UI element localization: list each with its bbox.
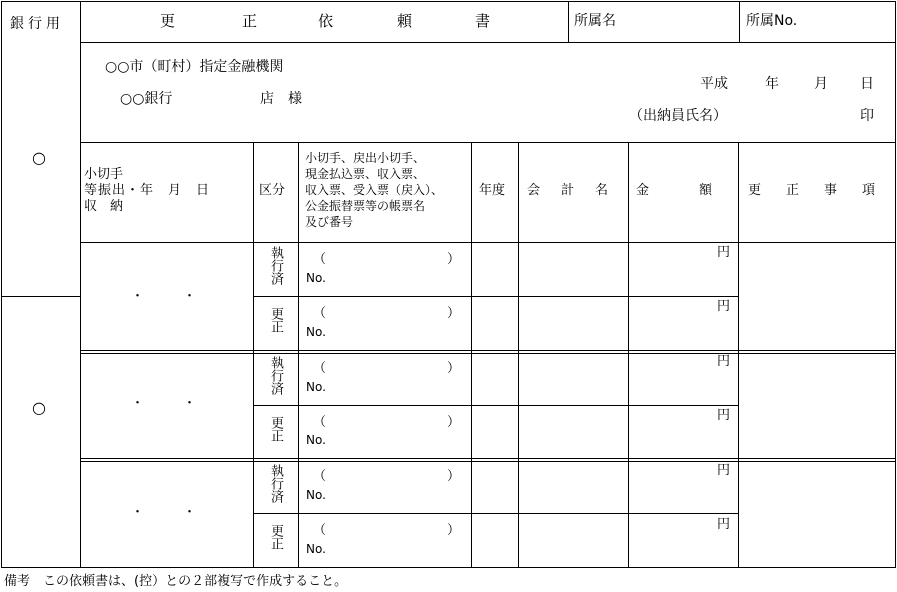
date-dots: ・ ・ [131,396,197,411]
corrected-label: 更正 [268,307,283,333]
side-circle-top: ○ [32,148,46,167]
correction-col-header: 更 正 事 項 [748,183,882,198]
date-col-line2: 等振出・年 月 日 [84,183,211,198]
officer-name-label: （出納員氏名） [629,108,727,124]
seal-mark: 印 [860,108,874,124]
date-col-line1: 小切手 [84,167,124,182]
corrected-label: 更正 [268,416,283,442]
yen-mark: 円 [717,408,731,423]
doc-number: No. [306,488,326,502]
side-circle-bottom: ○ [32,398,46,417]
month-label: 月 [814,76,828,92]
doc-number: No. [306,380,326,394]
paren-open: （ [313,523,327,538]
paren-close: ） [447,252,461,267]
doc-col-line1: 小切手、戻出小切手、 [305,151,426,165]
doc-number: No. [306,433,326,447]
executed-label: 執行済 [268,246,283,285]
category-col-header: 区分 [259,183,286,198]
amount-col-header: 金 額 [636,183,721,198]
doc-number: No. [306,542,326,556]
side-column-divider [80,1,81,568]
footer-note: 備考 この依頼書は、(控）との２部複写で作成すること。 [4,574,348,589]
doc-col-line5: 及び番号 [305,215,354,229]
date-dots: ・ ・ [131,289,197,304]
date-col-line3: 収 納 [84,199,124,214]
yen-mark: 円 [717,463,731,478]
fiscal-year-col-header: 年度 [479,183,506,198]
paren-open: （ [313,306,327,321]
title-char-4: 頼 [397,12,413,30]
yen-mark: 円 [717,245,731,260]
institution-name: ○○市（町村）指定金融機関 [105,59,284,75]
paren-close: ） [447,415,461,430]
yen-mark: 円 [717,354,731,369]
corrected-label: 更正 [268,524,283,550]
yen-mark: 円 [717,299,731,314]
affiliation-no-label: 所属No. [746,13,798,29]
doc-col-line3: 収入票、受入票（戻入）、 [305,183,444,197]
paren-open: （ [313,415,327,430]
doc-number: No. [306,271,326,285]
date-dots: ・ ・ [131,505,197,520]
paren-open: （ [313,361,327,376]
affiliation-name-label: 所属名 [574,13,616,29]
title-char-3: 依 [318,12,334,30]
executed-label: 執行済 [268,464,283,503]
year-label: 年 [765,76,779,92]
title-char-5: 書 [475,12,491,30]
doc-col-line4: 公金振替票等の帳票名 [305,199,426,213]
yen-mark: 円 [717,517,731,532]
paren-close: ） [447,306,461,321]
bank-use-label: 銀行用 [10,16,64,32]
bank-name: ○○銀行 [120,91,173,107]
paren-open: （ [313,469,327,484]
account-name-col-header: 会 計 名 [527,183,613,198]
title-char-2: 正 [242,12,258,30]
paren-close: ） [447,361,461,376]
title-char-1: 更 [160,12,176,30]
era-label: 平成 [700,76,728,92]
doc-col-line2: 現金払込票、収入票、 [305,167,426,181]
paren-open: （ [313,252,327,267]
executed-label: 執行済 [268,356,283,395]
paren-close: ） [447,523,461,538]
day-label: 日 [860,76,874,92]
branch-label: 店 様 [260,91,302,107]
doc-number: No. [306,325,326,339]
paren-close: ） [447,469,461,484]
